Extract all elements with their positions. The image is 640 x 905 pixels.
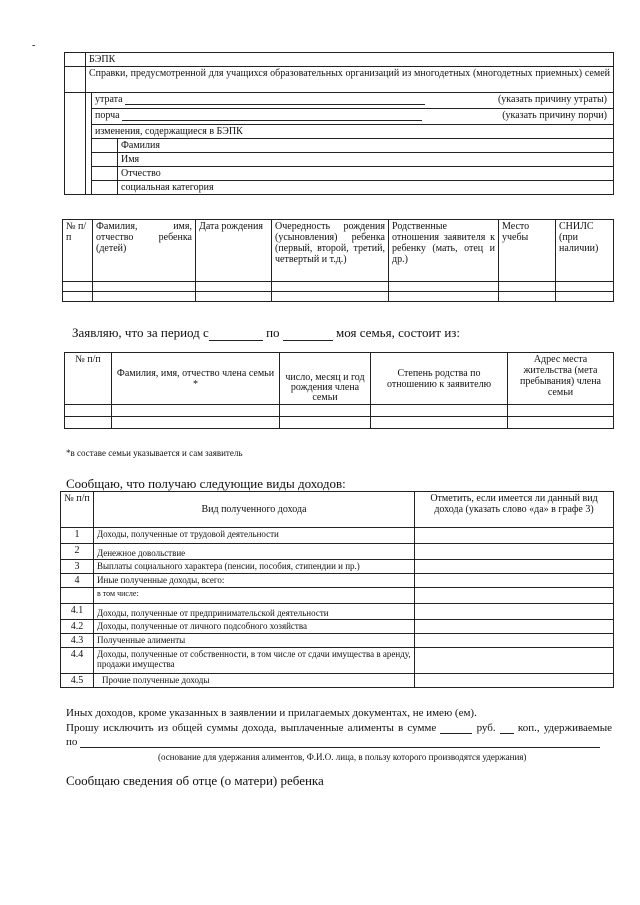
parent-info: Сообщаю сведения об отце (о матери) ребенка [66, 773, 324, 788]
family-statement-part-2: по [266, 325, 280, 340]
family-statement [72, 325, 460, 341]
family-table [64, 352, 614, 429]
children-col-num: № п/п [63, 220, 93, 282]
alimony-line-1 [66, 722, 612, 734]
income-mark-cell[interactable] [415, 560, 614, 574]
income-mark-cell[interactable] [415, 544, 614, 560]
stray-mark: - [32, 40, 36, 51]
epk-loss-row [92, 93, 614, 109]
income-row-label: Доходы, полученные от предпринимательской деятельности [94, 604, 415, 620]
loss-line [125, 104, 425, 105]
alimony-text: Прошу исключить из общей суммы дохода, выплаченные алименты в сумме [66, 722, 437, 734]
children-col-birth: Дата рождения [196, 220, 272, 282]
damage-hint: (указать причину порчи) [502, 110, 607, 121]
income-row-num [61, 588, 94, 604]
alimony-rub-line [440, 733, 472, 734]
children-col-study: Место учебы [499, 220, 556, 282]
children-col-relation: Родственные отношения заявителя к ребенку (мать, отец и др.) [389, 220, 499, 282]
income-mark-cell[interactable] [415, 528, 614, 544]
income-table [60, 491, 614, 688]
children-table [62, 219, 614, 302]
income-col-type: Вид полученного дохода [94, 492, 415, 528]
income-col-num: № п/п [61, 492, 94, 528]
income-row-num: 4.3 [61, 634, 94, 648]
alimony-kop-line [500, 733, 514, 734]
loss-label: утрата [95, 94, 123, 105]
children-col-name: Фамилия, имя, отчество ребенка (детей) [93, 220, 196, 282]
income-row-num: 4.2 [61, 620, 94, 634]
epk-changes: изменения, содержащиеся в БЭПК [92, 125, 614, 139]
field-patronymic: Отчество [118, 167, 614, 181]
epk-table [64, 52, 614, 195]
income-row-label: Полученные алименты [94, 634, 415, 648]
children-col-snils: СНИЛС (при наличии) [556, 220, 614, 282]
income-row-label: Иные полученные доходы, всего: [94, 574, 415, 588]
income-row-num: 4.4 [61, 648, 94, 674]
income-mark-cell[interactable] [415, 634, 614, 648]
family-col-address: Адрес места жительства (мета пребывания) члена семьи [508, 353, 614, 405]
alimony-by: по [66, 736, 78, 748]
alimony-hint: (основание для удержания алиментов, Ф.И.О. лица, в пользу которого производятся удержания) [158, 752, 527, 762]
income-row-label: в том числе: [94, 588, 415, 604]
family-statement-part-1: Заявляю, что за период с [72, 325, 209, 340]
income-title: Сообщаю, что получаю следующие виды доходов: [66, 476, 346, 491]
period-to-line [283, 340, 333, 341]
family-statement-part-3: моя семья, состоит из: [336, 325, 461, 340]
income-row-num: 4 [61, 574, 94, 588]
loss-hint: (указать причину утраты) [497, 94, 607, 105]
income-row-label: Доходы, полученные от личного подсобного хозяйства [94, 620, 415, 634]
alimony-line-2 [66, 736, 612, 748]
field-name: Имя [118, 153, 614, 167]
income-mark-cell[interactable] [415, 674, 614, 688]
income-row-label: Прочие полученные доходы [94, 674, 415, 688]
family-col-relation: Степень родства по отношению к заявителю [371, 353, 508, 405]
children-empty-row [63, 292, 614, 302]
family-col-name: Фамилия, имя, отчество члена семьи * [112, 353, 280, 405]
income-row-label: Денежное довольствие [94, 544, 415, 560]
income-mark-cell[interactable] [415, 620, 614, 634]
field-category: социальная категория [118, 181, 614, 195]
income-row-num: 3 [61, 560, 94, 574]
income-row-label: Доходы, полученные от собственности, в том числе от сдачи имущества в аренду, продажи имущества [94, 648, 415, 674]
epk-row-1: БЭПК [86, 53, 614, 67]
income-row-num: 2 [61, 544, 94, 560]
field-surname: Фамилия [118, 139, 614, 153]
income-row-num: 4.1 [61, 604, 94, 620]
income-row-num: 1 [61, 528, 94, 544]
income-row-label: Выплаты социального характера (пенсии, пособия, стипендии и пр.) [94, 560, 415, 574]
family-col-num: № п/п [65, 353, 112, 405]
family-empty-row [65, 417, 614, 429]
no-other-income: Иных доходов, кроме указанных в заявлении и прилагаемых документах, не имею (ем). [66, 707, 477, 719]
family-empty-row [65, 405, 614, 417]
damage-line [122, 120, 422, 121]
income-mark-cell[interactable] [415, 648, 614, 674]
income-mark-cell[interactable] [415, 604, 614, 620]
income-row-label: Доходы, полученные от трудовой деятельности [94, 528, 415, 544]
footnote: *в составе семьи указывается и сам заявитель [66, 448, 243, 458]
income-mark-cell[interactable] [415, 588, 614, 604]
alimony-kop: коп., удерживаемые [517, 722, 613, 734]
income-row-num: 4.5 [61, 674, 94, 688]
alimony-rub: руб. [476, 722, 496, 734]
income-mark-cell[interactable] [415, 574, 614, 588]
children-col-order: Очередность рождения (усыновления) ребенка (первый, второй, третий, четвертый и т.д.) [272, 220, 389, 282]
period-from-line [209, 340, 263, 341]
alimony-basis-line [80, 747, 600, 748]
children-empty-row [63, 282, 614, 292]
family-col-birth: число, месяц и год рождения члена семьи [280, 353, 371, 405]
epk-row-2: Справки, предусмотренной для учащихся образовательных организаций из многодетных (многодетных приемных) семей [86, 67, 614, 93]
epk-damage-row [92, 109, 614, 125]
damage-label: порча [95, 110, 120, 121]
income-col-mark: Отметить, если имеется ли данный вид дохода (указать слово «да» в графе 3) [415, 492, 614, 528]
